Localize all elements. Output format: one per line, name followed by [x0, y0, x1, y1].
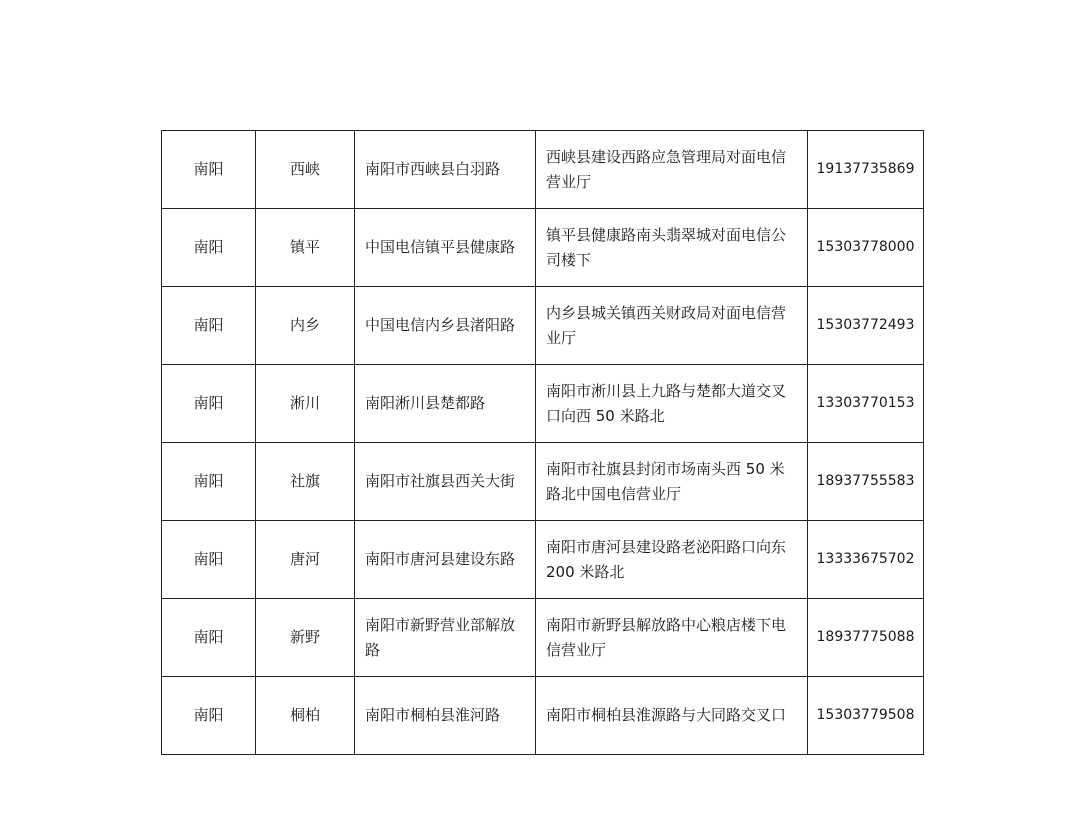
phone-cell: 18937755583 — [808, 443, 924, 521]
phone-cell: 15303779508 — [808, 677, 924, 755]
phone-cell: 15303772493 — [808, 287, 924, 365]
table-row — [162, 209, 924, 287]
hall-cell: 南阳市桐柏县淮河路 — [355, 677, 536, 755]
address-cell: 南阳市唐河县建设路老泌阳路口向东 200 米路北 — [536, 521, 808, 599]
address-cell: 南阳市淅川县上九路与楚都大道交叉口向西 50 米路北 — [536, 365, 808, 443]
phone-cell: 13333675702 — [808, 521, 924, 599]
city-cell: 南阳 — [162, 443, 256, 521]
hall-cell: 中国电信内乡县渚阳路 — [355, 287, 536, 365]
table-row — [162, 131, 924, 209]
table-row — [162, 287, 924, 365]
county-cell: 唐河 — [256, 521, 355, 599]
table-row — [162, 443, 924, 521]
city-cell: 南阳 — [162, 599, 256, 677]
hall-cell: 南阳市西峡县白羽路 — [355, 131, 536, 209]
county-cell: 桐柏 — [256, 677, 355, 755]
address-cell: 南阳市社旗县封闭市场南头西 50 米路北中国电信营业厅 — [536, 443, 808, 521]
city-cell: 南阳 — [162, 131, 256, 209]
phone-cell: 13303770153 — [808, 365, 924, 443]
hall-cell: 中国电信镇平县健康路 — [355, 209, 536, 287]
table-row — [162, 677, 924, 755]
address-cell: 西峡县建设西路应急管理局对面电信营业厅 — [536, 131, 808, 209]
address-cell: 镇平县健康路南头翡翠城对面电信公司楼下 — [536, 209, 808, 287]
city-cell: 南阳 — [162, 521, 256, 599]
phone-cell: 19137735869 — [808, 131, 924, 209]
hall-cell: 南阳市新野营业部解放路 — [355, 599, 536, 677]
city-cell: 南阳 — [162, 365, 256, 443]
phone-cell: 15303778000 — [808, 209, 924, 287]
hall-cell: 南阳市唐河县建设东路 — [355, 521, 536, 599]
table-row — [162, 521, 924, 599]
phone-cell: 18937775088 — [808, 599, 924, 677]
county-cell: 新野 — [256, 599, 355, 677]
table-row — [162, 599, 924, 677]
table-row — [162, 365, 924, 443]
hall-cell: 南阳市社旗县西关大街 — [355, 443, 536, 521]
city-cell: 南阳 — [162, 209, 256, 287]
city-cell: 南阳 — [162, 677, 256, 755]
county-cell: 淅川 — [256, 365, 355, 443]
county-cell: 镇平 — [256, 209, 355, 287]
county-cell: 西峡 — [256, 131, 355, 209]
county-cell: 内乡 — [256, 287, 355, 365]
address-cell: 内乡县城关镇西关财政局对面电信营业厅 — [536, 287, 808, 365]
address-cell: 南阳市桐柏县淮源路与大同路交叉口 — [536, 677, 808, 755]
city-cell: 南阳 — [162, 287, 256, 365]
service-hall-table — [161, 130, 924, 755]
address-cell: 南阳市新野县解放路中心粮店楼下电信营业厅 — [536, 599, 808, 677]
county-cell: 社旗 — [256, 443, 355, 521]
hall-cell: 南阳淅川县楚都路 — [355, 365, 536, 443]
